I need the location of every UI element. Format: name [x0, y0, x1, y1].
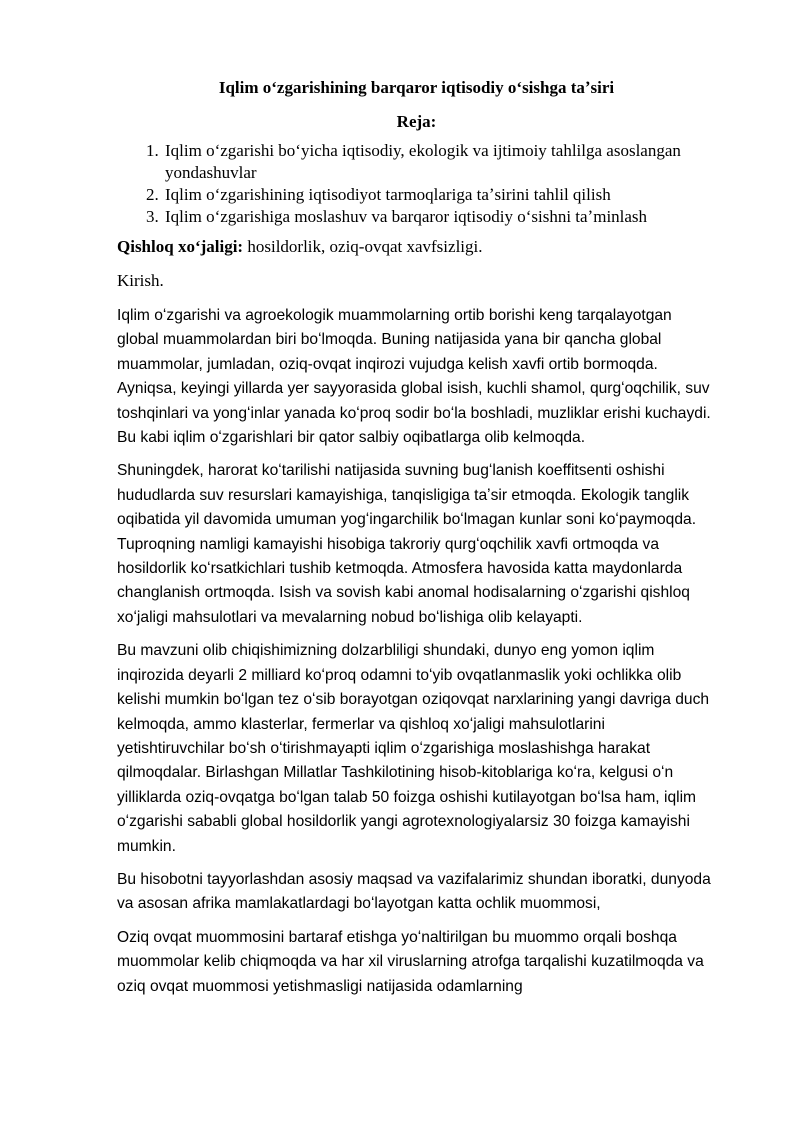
plan-item: 3. Iqlim oʻzgarishiga moslashuv va barqaror iqtisodiy oʻsishni taʼminlash [163, 206, 716, 228]
body-paragraph: Shuningdek, harorat koʻtarilishi natijasida suvning bugʻlanish koeffitsenti oshishi hududlarda suv resurslari kamayishiga, tanqisligiga taʼsir etmoqda. Ekologik tanglik oqibatida yil davomida umuman yogʻingarchilik boʻlmagan kunlar soni koʻpaymoqda. Tuproqning namligi kamayishi hisobiga takroriy qurgʻoqchilik xavfi ortmoqda va hosildorlik koʻrsatkichlari tushib ketmoqda. Atmosfera havosida katta maydonlarda changlanish ortmoqda. Isish va sovish kabi anomal hodisalarning oʻzgarishi qishloq xoʻjaligi mahsulotlari va mevalarning nobud boʻlishiga olib kelayapti. [117, 462, 697, 626]
plan-item: 1. Iqlim oʻzgarishi boʻyicha iqtisodiy, ekologik va ijtimoiy tahlilga asoslangan yondashuvlar [163, 140, 716, 184]
topic-label: Qishloq xoʻjaligi: [117, 237, 244, 256]
plan-heading: Reja: [396, 112, 437, 131]
intro-heading: Kirish. [117, 271, 164, 290]
body-paragraph: Bu mavzuni olib chiqishimizning dolzarbliligi shundaki, dunyo eng yomon iqlim inqirozida deyarli 2 milliard koʻproq odamni toʻyib ovqatlanmaslik yoki ochlikka olib kelishi mumkin boʻlgan tez oʻsib borayotgan oziqovqat narxlarining yangi davriga duch kelmoqda, ammo klasterlar, fermerlar va qishloq xoʻjaligi mahsulotlarini yetishtiruvchilar boʻsh oʻtirishmayapti iqlim oʻzgarishiga moslashishga harakat qilmoqdalar. Birlashgan Millatlar Tashkilotining hisob-kitoblariga koʻra, kelgusi oʻn yilliklarda oziq-ovqatga boʻlgan talab 50 foizga oshishi kutilayotgan boʻlsa ham, iqlim oʻzgarishi sababli global hosildorlik yangi agrotexnologiyalarsiz 30 foizga kamayishi mumkin. [117, 642, 710, 855]
body-paragraph: Oziq ovqat muommosini bartaraf etishga yoʻnaltirilgan bu muommo orqali boshqa muommolar kelib chiqmoqda va har xil viruslarning atrofga tarqalishi kuzatilmoqda va oziq ovqat muommosi yetishmasligi natijasida odamlarning [117, 928, 704, 995]
topic-text: hosildorlik, oziq-ovqat xavfsizligi. [243, 237, 483, 256]
plan-list [117, 140, 716, 228]
body-paragraph: Iqlim oʻzgarishi va agroekologik muammolarning ortib borishi keng tarqalayotgan global muammolardan biri boʻlmoqda. Buning natijasida yana bir qancha global muammolar, jumladan, oziq-ovqat inqirozi vujudga kelish xavfi ortib bormoqda. Ayniqsa, keyingi yillarda yer sayyorasida global isish, kuchli shamol, qurgʻoqchilik, suv toshqinlari va yongʻinlar yanada koʻproq sodir boʻla boshladi, muzliklar erishi kuchaydi. Bu kabi iqlim oʻzgarishlari bir qator salbiy oqibatlarga olib kelmoqda. [117, 307, 711, 447]
plan-item: 2. Iqlim oʻzgarishining iqtisodiyot tarmoqlariga taʼsirini tahlil qilish [163, 184, 716, 206]
document-title: Iqlim oʻzgarishining barqaror iqtisodiy oʻsishga taʼsiri [218, 78, 615, 97]
body-paragraph: Bu hisobotni tayyorlashdan asosiy maqsad va vazifalarimiz shundan iboratki, dunyoda va asosan afrika mamlakatlardagi boʻlayotgan katta ochlik muommosi, [117, 870, 711, 913]
topic-line [117, 236, 716, 258]
